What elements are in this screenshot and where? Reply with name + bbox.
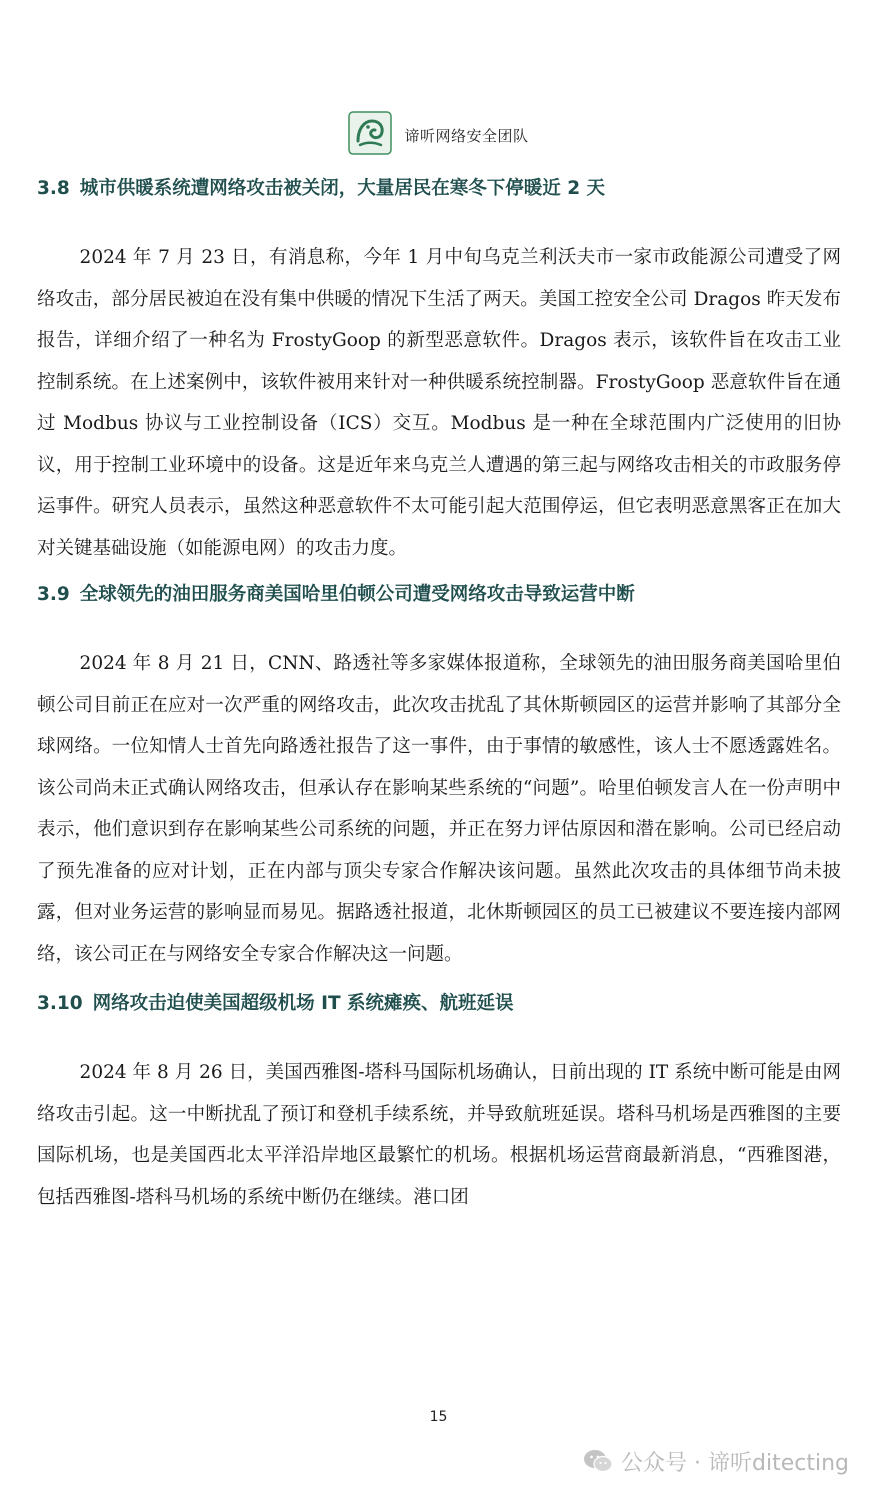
header-title: 谛听网络安全团队 — [404, 126, 529, 145]
section-number: 3.8 — [37, 178, 70, 199]
page-header — [0, 108, 877, 158]
section-paragraph: 2024 年 7 月 23 日，有消息称，今年 1 月中旬乌克兰利沃夫市一家市政能源公司遭受了网络攻击，部分居民被迫在没有集中供暖的情况下生活了两天。美国工控安全公司 Dragos 昨天发布报告，详细介绍了一种名为 FrostyGoop 的新型恶意软件。Dragos 表示，该软件旨在攻击工业控制系统。在上述案例中，该软件被用来针对一种供暖系统控制器。FrostyGoop 恶意软件旨在通过 Modbus 协议与工业控制设备（ICS）交互。Modbus 是一种在全球范围内广泛使用的旧协议，用于控制工业环境中的设备。这是近年来乌克兰人遭遇的第三起与网络攻击相关的市政服务停运事件。研究人员表示，虽然这种恶意软件不太可能引起大范围停运，但它表明恶意黑客正在加大对关键基础设施（如能源电网）的攻击力度。 — [37, 247, 841, 559]
team-logo-icon — [348, 111, 392, 155]
section-heading — [37, 985, 841, 1023]
section-title: 城市供暖系统遭网络攻击被关闭，大量居民在寒冬下停暖近 2 天 — [79, 178, 606, 199]
section-heading — [37, 170, 841, 208]
section-title: 全球领先的油田服务商美国哈里伯顿公司遭受网络攻击导致运营中断 — [79, 584, 635, 605]
section-heading — [37, 576, 841, 614]
document-body — [37, 170, 841, 1218]
watermark-text: 公众号 · 谛听ditecting — [621, 1450, 849, 1476]
section-title: 网络攻击迫使美国超级机场 IT 系统瘫痪、航班延误 — [92, 993, 514, 1014]
section-paragraph: 2024 年 8 月 21 日，CNN、路透社等多家媒体报道称，全球领先的油田服务商美国哈里伯顿公司目前正在应对一次严重的网络攻击，此次攻击扰乱了其休斯顿园区的运营并影响了其部分全球网络。一位知情人士首先向路透社报告了这一事件，由于事情的敏感性，该人士不愿透露姓名。该公司尚未正式确认网络攻击，但承认存在影响某些系统的“问题”。哈里伯顿发言人在一份声明中表示，他们意识到存在影响某些公司系统的问题，并正在努力评估原因和潜在影响。公司已经启动了预先准备的应对计划，正在内部与顶尖专家合作解决该问题。虽然此次攻击的具体细节尚未披露，但对业务运营的影响显而易见。据路透社报道，北休斯顿园区的员工已被建议不要连接内部网络，该公司正在与网络安全专家合作解决这一问题。 — [37, 653, 841, 965]
section-number: 3.10 — [37, 993, 83, 1014]
section-number: 3.9 — [37, 584, 70, 605]
watermark — [583, 1444, 849, 1478]
page-number: 15 — [429, 1409, 448, 1425]
section-paragraph: 2024 年 8 月 26 日，美国西雅图-塔科马国际机场确认，日前出现的 IT 系统中断可能是由网络攻击引起。这一中断扰乱了预订和登机手续系统，并导致航班延误。塔科马机场是西雅图的主要国际机场，也是美国西北太平洋沿岸地区最繁忙的机场。根据机场运营商最新消息，“西雅图港，包括西雅图-塔科马机场的系统中断仍在继续。港口团 — [37, 1062, 841, 1208]
wechat-icon — [583, 1448, 613, 1474]
